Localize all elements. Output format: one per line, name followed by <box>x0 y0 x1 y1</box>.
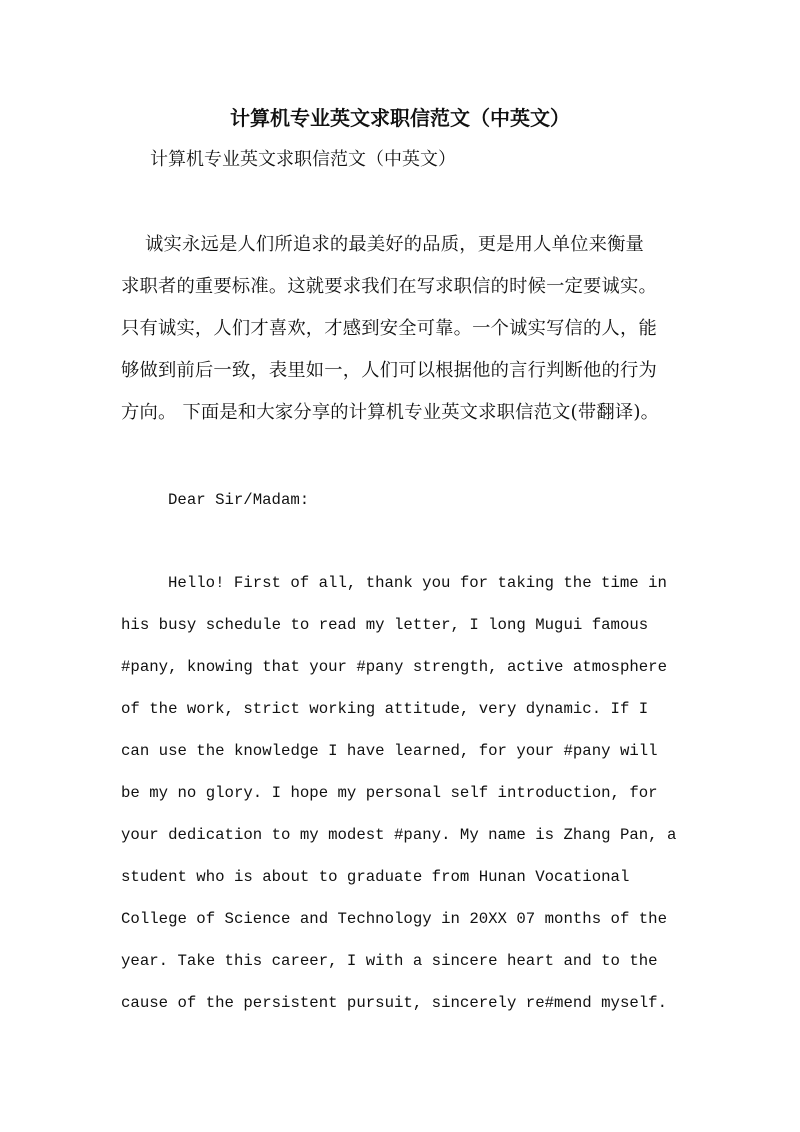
salutation: Dear Sir/Madam: <box>168 491 310 509</box>
text-line: be my no glory. I hope my personal self introduction, for <box>121 784 658 802</box>
text-line: 诚实永远是人们所追求的最美好的品质，更是用人单位来衡量 <box>121 234 645 255</box>
text-line: your dedication to my modest #pany. My name is Zhang Pan, a <box>121 826 677 844</box>
text-line: can use the knowledge I have learned, for your #pany will <box>121 742 658 760</box>
text-line: 够做到前后一致，表里如一，人们可以根据他的言行判断他的行为 <box>121 360 657 381</box>
text-line: cause of the persistent pursuit, sincerely re#mend myself. <box>121 994 668 1012</box>
text-line: 方向。 下面是和大家分享的计算机专业英文求职信范文(带翻译)。 <box>121 402 660 423</box>
text-line: his busy schedule to read my letter, I long Mugui famous <box>121 616 649 634</box>
text-line: 只有诚实，人们才喜欢，才感到安全可靠。一个诚实写信的人，能 <box>121 318 657 339</box>
text-line: of the work, strict working attitude, very dynamic. If I <box>121 700 649 718</box>
document-subtitle: 计算机专业英文求职信范文（中英文） <box>150 149 456 170</box>
document-title: 计算机专业英文求职信范文（中英文） <box>230 106 570 130</box>
text-line: #pany, knowing that your #pany strength, active atmosphere <box>121 658 668 676</box>
text-line: College of Science and Technology in 20XX 07 months of the <box>121 910 668 928</box>
text-line: Hello! First of all, thank you for taking the time in <box>168 574 667 592</box>
text-line: 求职者的重要标准。这就要求我们在写求职信的时候一定要诚实。 <box>121 276 657 297</box>
text-line: year. Take this career, I with a sincere heart and to the <box>121 952 658 970</box>
text-line: student who is about to graduate from Hunan Vocational <box>121 868 630 886</box>
